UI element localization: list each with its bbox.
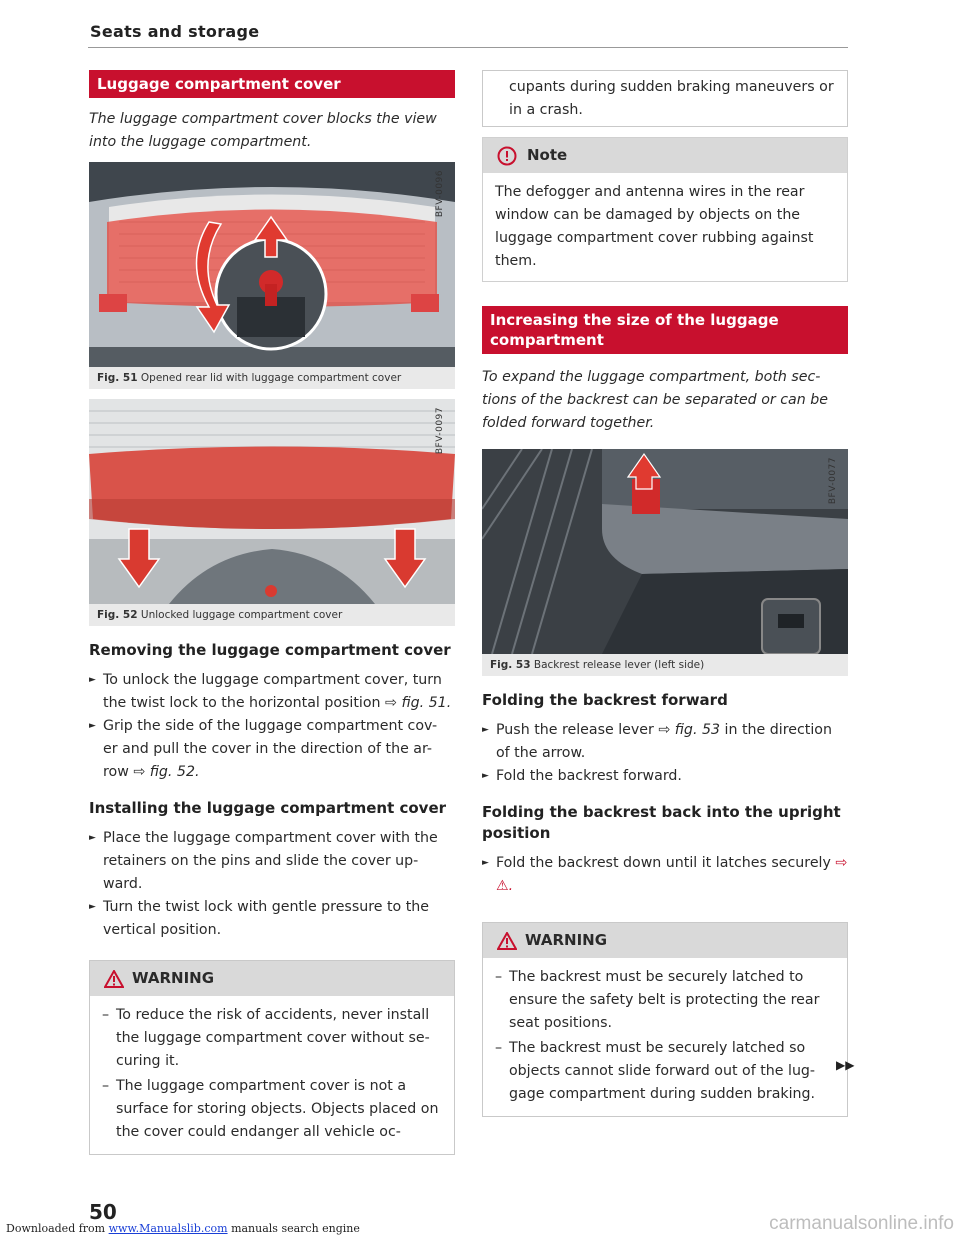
note-box [482,137,848,282]
installing-step-1: ► Place the luggage compartment cover with the retainers on the pins and slide the cover up- ward. [89,827,455,896]
footer-link[interactable]: www.Manualslib.com [108,1222,228,1235]
warning-triangle-icon [104,970,124,988]
folding-step-1-text: Push the release lever [496,722,654,738]
footer-suffix: manuals search engine [231,1222,360,1235]
warning-header-right [483,923,847,958]
footer-prefix: Downloaded from [6,1222,106,1235]
warning-box-right [482,922,848,1117]
note-body: The defogger and antenna wires in the rear window can be damaged by objects on the luggage compartment cover rubbing against them. [495,184,814,269]
warning-item-right-1: – The backrest must be securely latched to ensure the safety belt is protecting the rear seat positions. [495,966,835,1035]
upright-steps [482,852,848,898]
upright-heading: Folding the backrest back into the upright position [482,803,841,842]
figure-51 [89,162,455,367]
figure-51-caption-text: Opened rear lid with luggage compartment cover [140,372,402,384]
removing-steps [89,669,455,784]
section-title-increasing-size: Increasing the size of the luggage compartment [482,306,848,354]
installing-heading: Installing the luggage compartment cover [89,799,447,817]
warning-item-left-2: – The luggage compartment cover is not a surface for storing objects. Objects placed on the cover could endanger all vehicle oc- [102,1075,442,1144]
figure-52 [89,399,455,604]
folding-forward-heading: Folding the backrest forward [482,691,728,709]
removing-step-1-text: To unlock the luggage compartment cover, turn the twist lock to the horizontal position [103,672,442,711]
section-intro-right: To expand the luggage compartment, both sec- tions of the backrest can be separated or can be folded forward together. [482,369,828,431]
folding-step-2: ► Fold the backrest forward. [482,765,848,788]
figure-53-label: Fig. 53 [490,659,531,671]
note-info-icon [497,146,517,166]
warning-box-left [89,960,455,1155]
installing-step-2: ► Turn the twist lock with gentle pressure to the vertical position. [89,896,455,942]
page-header-title: Seats and storage [90,22,260,41]
folding-step-1-end: in the direction of the arrow. [496,722,832,761]
figure-51-code: BFV-0096 [435,170,445,218]
continue-arrow-icon: ▶▶ [836,1058,855,1072]
warning-title-right: WARNING [525,931,608,949]
removing-heading: Removing the luggage compartment cover [89,641,451,659]
figure-51-label: Fig. 51 [97,372,138,384]
removing-step-2-ref[interactable]: ⇨ fig. 52. [133,764,200,780]
warning-title-left: WARNING [132,969,215,987]
figure-53-caption-text: Backrest release lever (left side) [533,659,705,671]
warning-body-left [90,996,454,1154]
section-title-luggage-cover: Luggage compartment cover [89,70,455,98]
upright-step-1 [482,852,848,898]
note-title: Note [527,146,568,164]
warning-header-left [90,961,454,996]
figure-52-caption [89,604,455,626]
removing-step-1-ref[interactable]: ⇨ fig. 51. [385,695,452,711]
upright-step-1-ref[interactable]: ⇨ ⚠. [496,855,848,894]
upright-step-1-text: Fold the backrest down until it latches securely [496,855,831,871]
left-column [89,70,455,1155]
warning-triangle-icon [497,932,517,950]
figure-52-label: Fig. 52 [97,609,138,621]
installing-steps [89,827,455,942]
warning-body-right [483,958,847,1116]
figure-52-caption-text: Unlocked luggage compartment cover [140,609,343,621]
right-column [482,70,848,1117]
figure-53-caption [482,654,848,676]
header-rule [88,47,848,48]
figure-53-code: BFV-0077 [828,457,838,505]
page-number: 50 [89,1200,117,1224]
figure-51-illustration [89,162,455,367]
figure-53 [482,449,848,654]
figure-51-caption [89,367,455,389]
folding-step-1 [482,719,848,765]
footer-download [6,1222,360,1235]
figure-52-code: BFV-0097 [435,407,445,455]
removing-step-2-text: Grip the side of the luggage compartment cov- er and pull the cover in the direction of the ar- row [103,718,438,780]
footer-watermark: carmanualsonline.info [769,1213,954,1234]
folding-step-1-ref[interactable]: ⇨ fig. 53 [658,722,721,738]
warning-item-left-1: – To reduce the risk of accidents, never install the luggage compartment cover without se- curing it. [102,1004,442,1073]
removing-step-1 [89,669,455,715]
folding-forward-steps [482,719,848,788]
warning-item-right-2: – The backrest must be securely latched so objects cannot slide forward out of the lug- gage compartment during sudden braking. [495,1037,835,1106]
removing-step-2 [89,715,455,784]
section-intro: The luggage compartment cover blocks the view into the luggage compartment. [89,111,437,150]
warning-continuation: cupants during sudden braking maneuvers or in a crash. [482,70,848,127]
figure-53-illustration [482,449,848,654]
figure-52-illustration [89,399,455,604]
note-header [483,138,847,173]
